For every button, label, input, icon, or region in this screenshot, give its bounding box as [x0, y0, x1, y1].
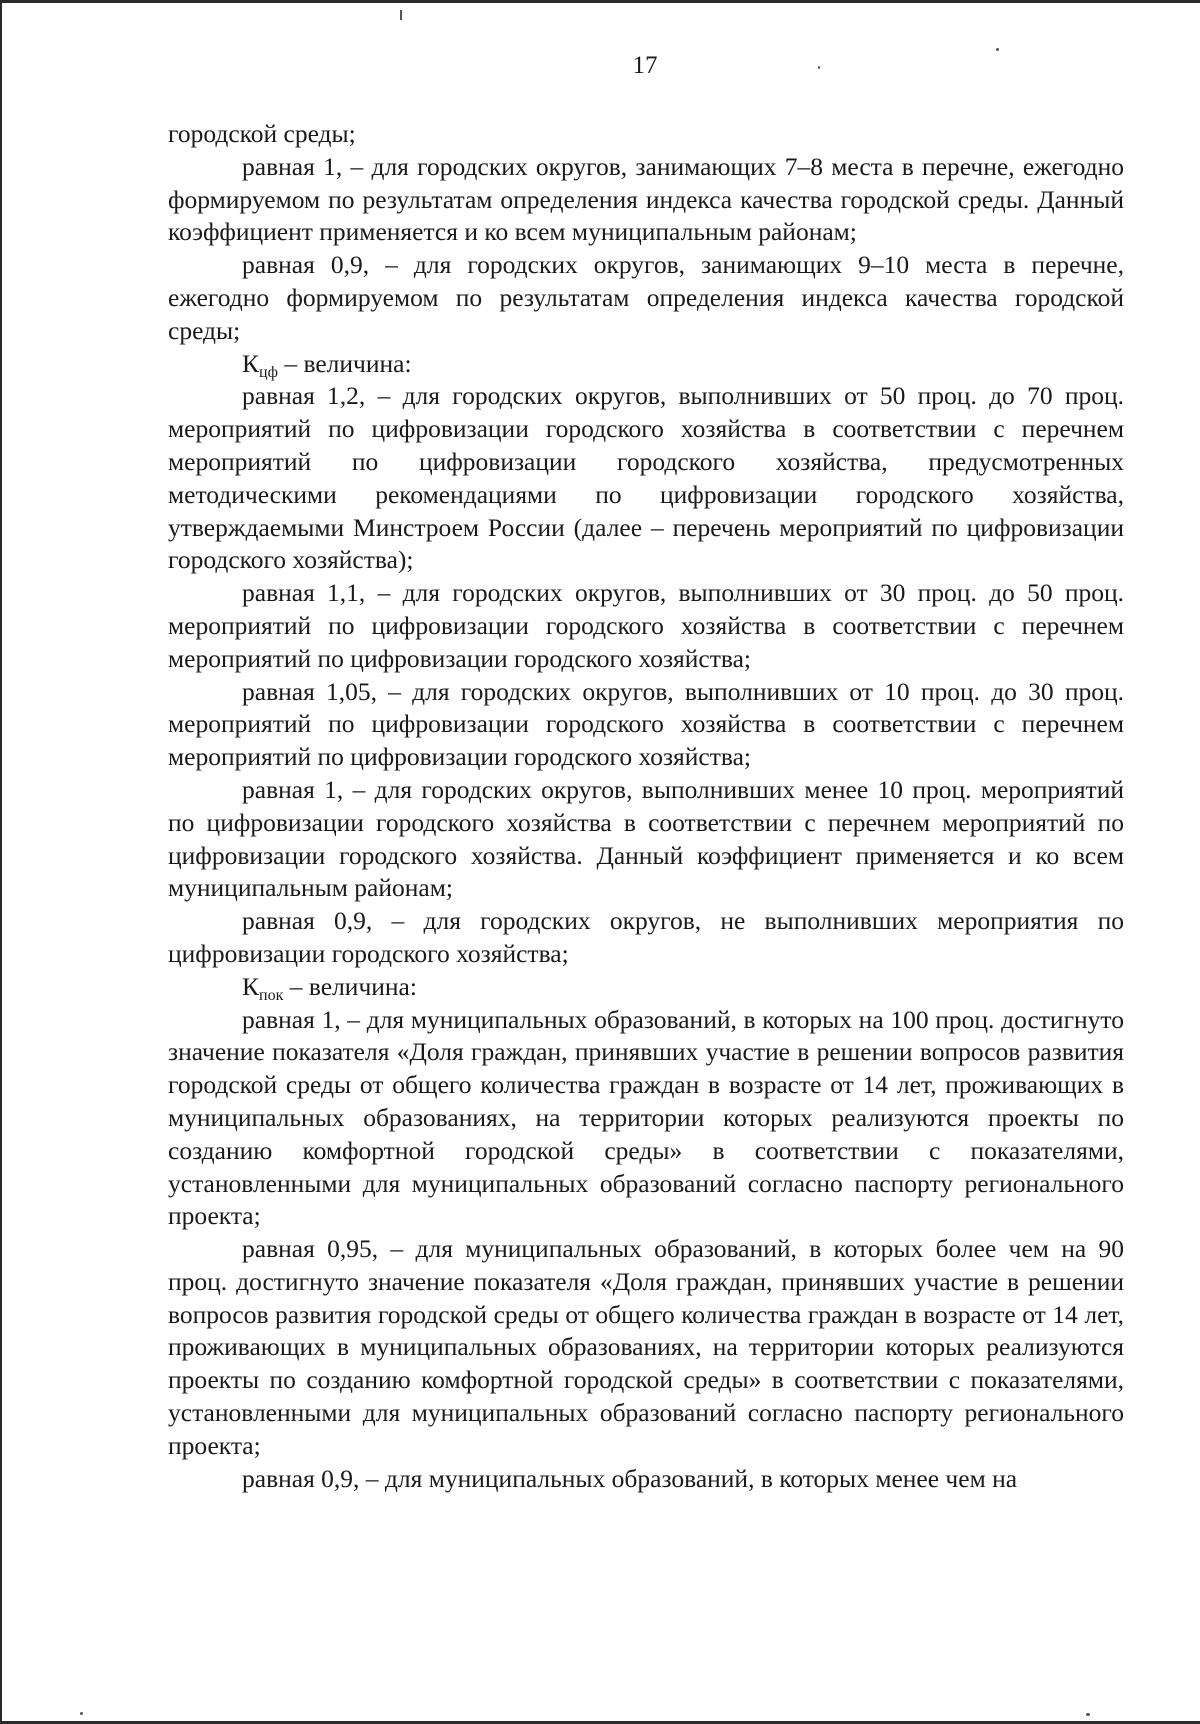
paragraph: равная 1, – для городских округов, занимающих 7–8 места в перечне, ежегодно формируемом по результатам определения индекса качества городской среды. Данный коэффициент применяется и ко всем муниципальным районам;: [168, 151, 1124, 247]
paragraph: равная 0,9, – для городских округов, занимающих 9–10 места в перечне, ежегодно формируемом по результатам определения индекса качества городской среды;: [168, 250, 1124, 345]
coefficient-symbol: К: [242, 971, 260, 1001]
coefficient-label: $К_{цф}$ – величина:: [242, 348, 412, 381]
page-number: 17: [632, 52, 658, 79]
paragraph: равная 1,05, – для городских округов, выполнивших от 10 проц. до 30 проц. мероприятий по цифровизации городского хозяйства в соответствии с перечнем мероприятий по цифровизации городского хозяйства;: [168, 676, 1124, 772]
coefficient-subscript: цф: [259, 363, 278, 381]
paragraph: равная 0,9, – для городских округов, не выполнивших мероприятия по цифровизации городского хозяйства;: [168, 906, 1124, 968]
coefficient-symbol: К: [242, 348, 260, 378]
paragraph: равная 1,1, – для городских округов, выполнивших от 30 проц. до 50 проц. мероприятий по цифровизации городского хозяйства в соответствии с перечнем мероприятий по цифровизации городского хозяйства;: [168, 578, 1124, 673]
coefficient-subscript: пок: [259, 986, 284, 1004]
paragraph: равная 1, – для муниципальных образований, в которых на 100 проц. достигнуто значение показателя «Доля граждан, принявших участие в решении вопросов развития городской среды от общего количества граждан в возрасте от 14 лет, проживающих в муниципальных образованиях, на территории которых реализуются проекты по созданию комфортной городской среды» в соответствии с показателями, установленными для муниципальных образований согласно паспорту регионального проекта;: [168, 1004, 1124, 1231]
scan-speck: [80, 1712, 83, 1715]
scan-speck: [400, 10, 402, 20]
document-body: [168, 118, 1124, 1495]
scan-left-edge: [0, 0, 2, 1724]
paragraph: городской среды;: [168, 119, 356, 148]
scan-top-edge: [0, 0, 1200, 3]
paragraph: равная 0,9, – для муниципальных образований, в которых менее чем на: [242, 1463, 1018, 1493]
paragraph: равная 1,2, – для городских округов, выполнивших от 50 проц. до 70 проц. мероприятий по цифровизации городского хозяйства в соответствии с перечнем мероприятий по цифровизации городского хозяйства, предусмотренных методическими рекомендациями по цифровизации городского хозяйства, утверждаемыми Минстроем России (далее – перечень мероприятий по цифровизации городского хозяйства);: [168, 381, 1124, 575]
paragraph: равная 0,95, – для муниципальных образований, в которых более чем на 90 проц. достигнуто значение показателя «Доля граждан, принявших участие в решении вопросов развития городской среды от общего количества граждан в возрасте от 14 лет, проживающих в муниципальных образованиях, на территории которых реализуются проекты по созданию комфортной городской среды» в соответствии с показателями, установленными для муниципальных образований согласно паспорту регионального проекта;: [168, 1234, 1124, 1460]
scan-speck: [1086, 1713, 1090, 1716]
coefficient-label: $К_{пок}$ – величина:: [242, 971, 417, 1004]
scan-speck: [996, 48, 999, 51]
paragraph: равная 1, – для городских округов, выполнивших менее 10 проц. мероприятий по цифровизации городского хозяйства в соответствии с перечнем мероприятий по цифровизации городского хозяйства. Данный коэффициент применяется и ко всем муниципальным районам;: [168, 774, 1124, 903]
